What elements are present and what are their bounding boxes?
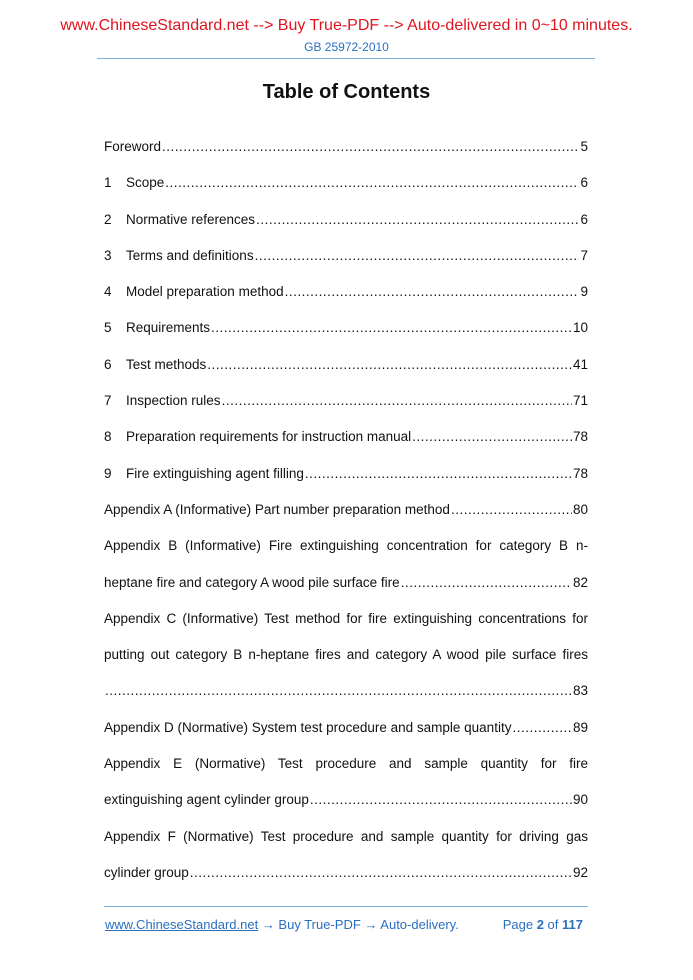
dot-leader — [165, 174, 579, 192]
page-ref: 10 — [572, 320, 588, 336]
section-number: 1 — [104, 175, 112, 191]
dot-leader — [451, 501, 572, 519]
entry-title: Requirements — [126, 320, 211, 336]
dot-leader — [310, 791, 572, 809]
toc-entry[interactable] — [104, 465, 588, 501]
section-number: 4 — [104, 284, 112, 300]
dot-leader — [222, 392, 572, 410]
section-number: 8 — [104, 429, 112, 445]
section-number: 9 — [104, 465, 112, 481]
entry-title: Terms and definitions — [126, 247, 254, 263]
toc-entry[interactable] — [104, 574, 588, 610]
page-ref: 78 — [572, 465, 588, 481]
entry-title: heptane fire and category A wood pile surface fire — [104, 574, 400, 590]
page-ref: 78 — [572, 429, 588, 445]
entry-title: Model preparation method — [126, 284, 284, 300]
toc-entry[interactable] — [104, 864, 588, 900]
page-ref: 9 — [580, 284, 588, 300]
dot-leader — [401, 574, 572, 592]
section-number: 5 — [104, 320, 112, 336]
toc-entry[interactable] — [104, 392, 588, 428]
footer-divider — [104, 906, 588, 907]
toc-entry[interactable] — [104, 138, 588, 174]
page-ref: 92 — [572, 864, 588, 880]
dot-leader — [190, 864, 572, 882]
entry-title: Foreword — [104, 139, 162, 154]
document-id: GB 25972-2010 — [304, 40, 389, 54]
section-number: 7 — [104, 393, 112, 409]
entry-title: extinguishing agent cylinder group — [104, 792, 309, 808]
page-ref: 6 — [580, 175, 588, 191]
toc-entry[interactable] — [104, 501, 588, 537]
page-ref: 82 — [572, 574, 588, 590]
toc-entry[interactable] — [104, 247, 588, 283]
section-number: 6 — [104, 356, 112, 372]
entry-title: Appendix A (Informative) Part number preparation method — [104, 501, 450, 517]
footer-text: → Buy True-PDF → Auto-delivery. — [258, 917, 459, 932]
page-ref: 5 — [580, 139, 588, 154]
page-label: Page — [502, 917, 534, 932]
entry-title: Inspection rules — [126, 393, 221, 409]
header-divider — [97, 58, 595, 59]
page-number: 2 — [536, 917, 544, 932]
toc-entry[interactable] — [104, 174, 588, 210]
toc-entry[interactable] — [104, 283, 588, 319]
dot-leader — [285, 283, 580, 301]
dot-leader — [211, 319, 572, 337]
page-ref: 83 — [572, 683, 588, 699]
entry-title: Fire extinguishing agent filling — [126, 465, 304, 481]
dot-leader — [105, 682, 572, 700]
entry-title: Test methods — [126, 356, 207, 372]
dot-leader — [255, 247, 580, 265]
toc-entry-line[interactable]: Appendix B (Informative) Fire extinguishing concentration for category B n- — [104, 538, 588, 554]
of-label: of — [547, 917, 559, 932]
toc-entry[interactable] — [104, 719, 588, 755]
section-number: 3 — [104, 247, 112, 263]
page-ref: 6 — [580, 211, 588, 227]
toc-entry[interactable] — [104, 428, 588, 464]
page-ref: 90 — [572, 792, 588, 808]
dot-leader — [305, 465, 572, 483]
section-number: 2 — [104, 211, 112, 227]
toc-entry[interactable] — [104, 356, 588, 392]
toc-entry-line[interactable]: Appendix E (Normative) Test procedure and sample quantity for fire — [104, 756, 588, 772]
toc-entry-line[interactable]: Appendix F (Normative) Test procedure and sample quantity for driving gas — [104, 828, 588, 844]
page-ref: 71 — [572, 393, 588, 409]
dot-leader — [207, 356, 572, 374]
dot-leader — [162, 138, 579, 156]
entry-title: cylinder group — [104, 864, 189, 880]
page-indicator — [503, 917, 583, 932]
entry-title: Appendix D (Normative) System test procedure and sample quantity — [104, 719, 512, 735]
toc-entry-line[interactable]: Appendix C (Informative) Test method for fire extinguishing concentrations for — [104, 610, 588, 626]
dot-leader — [412, 428, 572, 446]
toc-entry-line[interactable]: putting out category B n-heptane fires and category A wood pile surface fires — [104, 647, 588, 663]
page-ref: 41 — [572, 356, 588, 372]
page-ref: 7 — [580, 247, 588, 263]
page-title: Table of Contents — [262, 81, 431, 103]
footer — [105, 917, 583, 932]
page-ref: 80 — [572, 501, 588, 517]
toc-entry[interactable] — [104, 682, 588, 718]
footer-link[interactable]: www.ChineseStandard.net — [105, 917, 259, 932]
toc-entry[interactable] — [104, 211, 588, 247]
page-ref: 89 — [572, 719, 588, 735]
table-of-contents — [104, 138, 588, 900]
toc-entry[interactable] — [104, 791, 588, 827]
entry-title: Scope — [126, 175, 165, 191]
dot-leader — [512, 719, 572, 737]
page-total: 117 — [562, 917, 583, 932]
promo-banner[interactable]: www.ChineseStandard.net --> Buy True-PDF --> Auto-delivered in 0~10 minutes. — [60, 17, 633, 34]
dot-leader — [256, 211, 579, 229]
entry-title: Normative references — [126, 211, 256, 227]
toc-entry[interactable] — [104, 319, 588, 355]
entry-title: Preparation requirements for instruction manual — [126, 429, 412, 445]
